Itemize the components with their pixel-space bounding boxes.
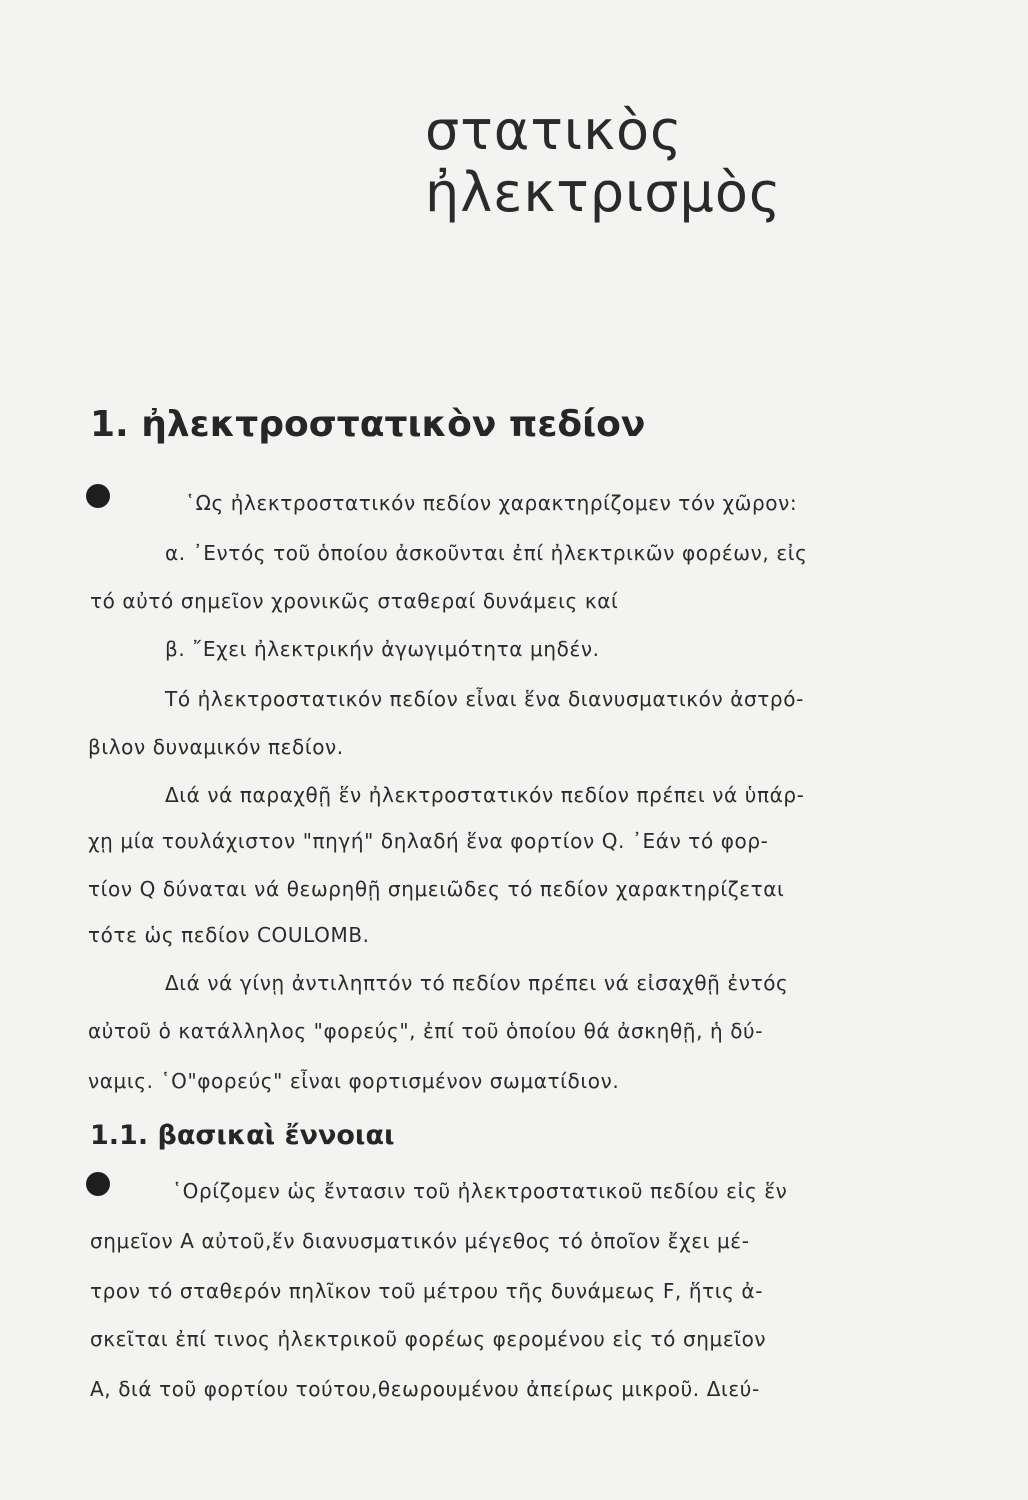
- paragraph-line: σκεῖται ἐπί τινος ἠλεκτρικοῦ φορέως φερομένου εἰς τό σημεῖον: [90, 1327, 767, 1351]
- paragraph-line: σημεῖον Α αὐτοῦ,ἕν διανυσματικόν μέγεθος τό ὁποῖον ἔχει μέ-: [90, 1229, 750, 1253]
- paragraph-line: τότε ὡς πεδίον COULOMB.: [88, 923, 370, 947]
- paragraph-line: τίον Q δύναται νά θεωρηθῇ σημειῶδες τό πεδίον χαρακτηρίζεται: [88, 877, 785, 901]
- paragraph-line: ῾Ως ἠλεκτροστατικόν πεδίον χαρακτηρίζομεν τόν χῶρον:: [185, 491, 798, 515]
- paragraph-line: Α, διά τοῦ φορτίου τούτου,θεωρουμένου ἀπείρως μικροῦ. Διεύ-: [90, 1377, 760, 1401]
- paragraph-line: ῾Ορίζομεν ὡς ἔντασιν τοῦ ἠλεκτροστατικοῦ πεδίου εἰς ἕν: [172, 1179, 788, 1203]
- section-1-heading: 1. ἠλεκτροστατικὸν πεδίον: [90, 404, 646, 445]
- paragraph-line: αὐτοῦ ὁ κατάλληλος "φορεύς", ἐπί τοῦ ὁποίου θά ἀσκηθῇ, ἡ δύ-: [88, 1019, 764, 1043]
- paragraph-line: Διά νά γίνῃ ἀντιληπτόν τό πεδίον πρέπει νά εἰσαχθῇ ἐντός: [165, 971, 789, 995]
- paragraph-line: Τό ἠλεκτροστατικόν πεδίον εἶναι ἕνα διανυσματικόν ἀστρό-: [165, 687, 804, 711]
- paragraph-line: βιλον δυναμικόν πεδίον.: [88, 735, 344, 759]
- chapter-title: [425, 100, 782, 224]
- paragraph-line: ναμις. ῾Ο"φορεύς" εἶναι φορτισμένον σωματίδιον.: [88, 1069, 620, 1093]
- chapter-title-line-2: ἠλεκτρισμὸς: [425, 161, 782, 224]
- paragraph-line: τό αὐτό σημεῖον χρονικῶς σταθεραί δυνάμεις καί: [90, 589, 619, 613]
- chapter-title-line-1: στατικὸς: [425, 99, 683, 162]
- paragraph-line: β. ῎Εχει ἠλεκτρικήν ἀγωγιμότητα μηδέν.: [165, 637, 600, 661]
- bullet-icon: [86, 1172, 110, 1196]
- paragraph-line: χῃ μία τουλάχιστον "πηγή" δηλαδή ἕνα φορτίον Q. ᾿Εάν τό φορ-: [88, 829, 769, 853]
- bullet-icon: [86, 484, 110, 508]
- paragraph-line: τρον τό σταθερόν πηλῖκον τοῦ μέτρου τῆς δυνάμεως F, ἥτις ἀ-: [90, 1279, 764, 1303]
- paragraph-line: Διά νά παραχθῇ ἕν ἠλεκτροστατικόν πεδίον πρέπει νά ὑπάρ-: [165, 783, 805, 807]
- section-1-1-heading: 1.1. βασικαὶ ἔννοιαι: [90, 1120, 395, 1151]
- paragraph-line: α. ᾿Εντός τοῦ ὁποίου ἀσκοῦνται ἐπί ἠλεκτρικῶν φορέων, εἰς: [165, 541, 808, 565]
